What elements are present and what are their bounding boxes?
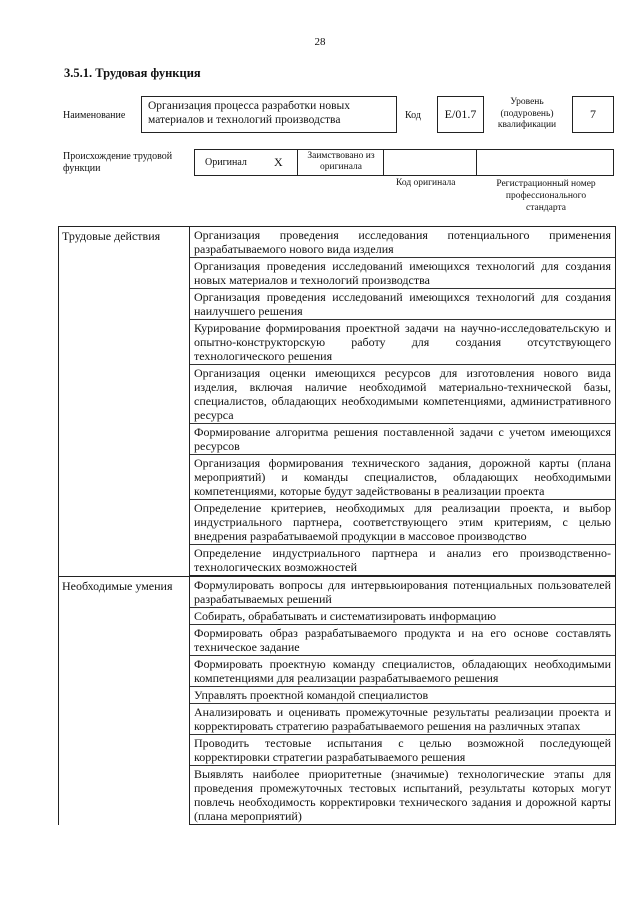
functions-table [58, 226, 616, 825]
origin-label: Происхождение трудовой функции [63, 151, 173, 174]
section-row [59, 227, 616, 577]
qualification-level-value: 7 [572, 96, 614, 133]
list-item: Анализировать и оценивать промежуточные результаты реализации проекта и корректировать стратегию разрабатываемого решения на различных этапах [190, 704, 615, 735]
section-items [190, 577, 616, 826]
list-item: Определение критериев, необходимых для реализации проекта, и выбор индустриального партнера, соответствующего этим критериям, с целью внедрения разрабатываемой продукции в массовое производство [190, 500, 615, 545]
code-original-label: Код оригинала [396, 178, 456, 188]
section-title: 3.5.1. Трудовая функция [64, 66, 201, 80]
page-number: 28 [314, 36, 326, 48]
section-category: Трудовые действия [59, 227, 190, 577]
borrowed-cell [298, 150, 384, 175]
section-row [59, 577, 616, 826]
list-item: Выявлять наиболее приоритетные (значимые) технологические этапы для проведения промежуточных тестовых испытаний, результаты которых могут повлечь необходимость корректировки технического задания и дорожной карты (плана мероприятий) [190, 766, 615, 825]
section-items [190, 227, 616, 577]
code-original-cell [384, 150, 477, 175]
list-item: Организация проведения исследований имеющихся технологий для создания наилучшего решения [190, 289, 615, 320]
function-name-value: Организация процесса разработки новых материалов и технологий производства [141, 96, 397, 133]
list-item: Организация проведения исследования потенциального применения разрабатываемого нового вида изделия [190, 227, 615, 258]
reg-number-cell [477, 150, 614, 175]
section-category: Необходимые умения [59, 577, 190, 826]
list-item: Определение индустриального партнера и анализ его производственно-технологических возможностей [190, 545, 615, 576]
original-label: Оригинал [205, 157, 247, 168]
qualification-level-label: Уровень (подуровень) квалификации [497, 97, 557, 130]
list-item: Курирование формирования проектной задачи на научно-исследовательскую и опытно-конструкторскую работу для создания отсутствующего технологического решения [190, 320, 615, 365]
list-item: Проводить тестовые испытания с целью возможной последующей корректировки стратегии разрабатываемого решения [190, 735, 615, 766]
list-item: Формировать образ разрабатываемого продукта и на его основе составлять техническое задание [190, 625, 615, 656]
list-item: Организация формирования технического задания, дорожной карты (плана мероприятий) и команды специалистов, обладающих необходимыми компетенциями, которые будут задействованы в реализации проекта [190, 455, 615, 500]
list-item: Формировать проектную команду специалистов, обладающих необходимыми компетенциями для реализации разрабатываемого решения [190, 656, 615, 687]
origin-table [194, 149, 614, 176]
code-value: E/01.7 [437, 96, 484, 133]
reg-number-label: Регистрационный номер профессионального стандарта [496, 179, 596, 213]
name-label: Наименование [63, 110, 126, 121]
code-label: Код [405, 110, 421, 121]
list-item: Собирать, обрабатывать и систематизировать информацию [190, 608, 615, 625]
original-mark: X [274, 155, 283, 169]
list-item: Организация оценки имеющихся ресурсов для изготовления нового вида изделия, включая наличие необходимой материально-технической базы, специалистов, обладающих необходимыми компетенциями, административного ресурса [190, 365, 615, 424]
borrowed-label: Заимствовано из оригинала [307, 151, 375, 172]
list-item: Управлять проектной командой специалистов [190, 687, 615, 704]
list-item: Организация проведения исследований имеющихся технологий для создания новых материалов и технологий производства [190, 258, 615, 289]
original-cell [195, 150, 298, 175]
list-item: Формирование алгоритма решения поставленной задачи с учетом имеющихся ресурсов [190, 424, 615, 455]
list-item: Формулировать вопросы для интервьюирования потенциальных пользователей разрабатываемых решений [190, 577, 615, 608]
